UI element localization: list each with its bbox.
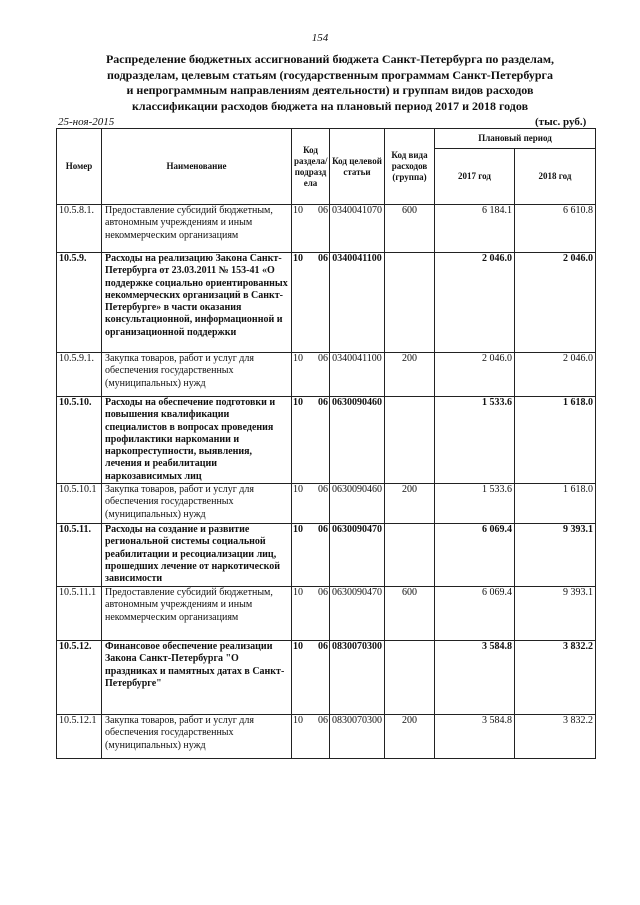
- units-label: (тыс. руб.): [535, 116, 587, 128]
- row-subsection-code: 06: [310, 587, 330, 641]
- row-subsection-code: 06: [310, 641, 330, 715]
- header-year-2018: 2018 год: [515, 149, 596, 205]
- row-subsection-code: 06: [310, 715, 330, 759]
- row-value-2017: 1 533.6: [435, 397, 515, 484]
- row-expense-type-code: [385, 641, 435, 715]
- row-section-code: 10: [292, 484, 310, 524]
- row-number: 10.5.11.: [57, 524, 102, 587]
- row-target-code: 0830070300: [330, 715, 385, 759]
- header-planning-period: Плановый период: [435, 129, 596, 149]
- document-title: [70, 52, 590, 114]
- table-row: [57, 484, 596, 524]
- row-value-2018: 9 393.1: [515, 587, 596, 641]
- table-row: [57, 524, 596, 587]
- row-name: Закупка товаров, работ и услуг для обеспечения государственных (муниципальных) нужд: [102, 715, 292, 759]
- row-subsection-code: 06: [310, 484, 330, 524]
- row-section-code: 10: [292, 715, 310, 759]
- row-name: Закупка товаров, работ и услуг для обеспечения государственных (муниципальных) нужд: [102, 484, 292, 524]
- row-name: Предоставление субсидий бюджетным, автономным учреждениям и иным некоммерческим организациям: [102, 587, 292, 641]
- row-name: Расходы на реализацию Закона Санкт-Петербурга от 23.03.2011 № 153-41 «О поддержке социально ориентированных некоммерческих организаций в Санкт-Петербурге» в части оказания консультационной, информационной и организационной поддержки: [102, 253, 292, 353]
- header-number: Номер: [57, 129, 102, 205]
- table-row: [57, 397, 596, 484]
- row-target-code: 0630090470: [330, 524, 385, 587]
- row-subsection-code: 06: [310, 253, 330, 353]
- row-value-2018: 9 393.1: [515, 524, 596, 587]
- row-expense-type-code: [385, 397, 435, 484]
- row-expense-type-code: 200: [385, 484, 435, 524]
- row-target-code: 0630090470: [330, 587, 385, 641]
- row-subsection-code: 06: [310, 353, 330, 397]
- row-value-2017: 6 069.4: [435, 524, 515, 587]
- row-value-2018: 1 618.0: [515, 397, 596, 484]
- row-value-2017: 6 069.4: [435, 587, 515, 641]
- row-expense-type-code: 600: [385, 587, 435, 641]
- row-target-code: 0630090460: [330, 484, 385, 524]
- row-value-2018: 1 618.0: [515, 484, 596, 524]
- row-target-code: 0630090460: [330, 397, 385, 484]
- row-name: Расходы на обеспечение подготовки и повышения квалификации специалистов в вопросах проведения профилактики наркомании и наркопреступности, выявления, лечения и реабилитации наркозависимых лиц: [102, 397, 292, 484]
- row-number: 10.5.9.1.: [57, 353, 102, 397]
- title-line: классификации расходов бюджета на плановый период 2017 и 2018 годов: [131, 98, 529, 113]
- row-section-code: 10: [292, 524, 310, 587]
- row-number: 10.5.10.: [57, 397, 102, 484]
- row-value-2017: 1 533.6: [435, 484, 515, 524]
- row-section-code: 10: [292, 253, 310, 353]
- row-number: 10.5.9.: [57, 253, 102, 353]
- row-section-code: 10: [292, 641, 310, 715]
- row-expense-type-code: 200: [385, 715, 435, 759]
- document-date: 25-ноя-2015: [58, 116, 115, 128]
- row-value-2018: 2 046.0: [515, 253, 596, 353]
- table-row: [57, 641, 596, 715]
- row-subsection-code: 06: [310, 397, 330, 484]
- row-section-code: 10: [292, 587, 310, 641]
- row-target-code: 0830070300: [330, 641, 385, 715]
- row-name: Закупка товаров, работ и услуг для обеспечения государственных (муниципальных) нужд: [102, 353, 292, 397]
- table-row: [57, 353, 596, 397]
- row-value-2017: 3 584.8: [435, 641, 515, 715]
- row-subsection-code: 06: [310, 524, 330, 587]
- table-row: [57, 587, 596, 641]
- title-line: Распределение бюджетных ассигнований бюджета Санкт-Петербурга по разделам,: [105, 52, 555, 66]
- row-target-code: 0340041100: [330, 353, 385, 397]
- table-row: [57, 253, 596, 353]
- header-year-2017: 2017 год: [435, 149, 515, 205]
- row-expense-type-code: 200: [385, 353, 435, 397]
- row-value-2017: 3 584.8: [435, 715, 515, 759]
- row-section-code: 10: [292, 397, 310, 484]
- row-expense-type-code: [385, 524, 435, 587]
- title-line: подразделам, целевым статьям (государственным программам Санкт-Петербурга: [107, 67, 553, 82]
- row-section-code: 10: [292, 205, 310, 253]
- page-number: 154: [311, 32, 329, 44]
- header-name: Наименование: [102, 129, 292, 205]
- row-section-code: 10: [292, 353, 310, 397]
- row-value-2017: 6 184.1: [435, 205, 515, 253]
- row-value-2017: 2 046.0: [435, 353, 515, 397]
- row-target-code: 0340041100: [330, 253, 385, 353]
- row-value-2018: 3 832.2: [515, 715, 596, 759]
- row-value-2018: 3 832.2: [515, 641, 596, 715]
- row-number: 10.5.10.1: [57, 484, 102, 524]
- table-row: [57, 715, 596, 759]
- row-number: 10.5.12.1: [57, 715, 102, 759]
- header-section-code: Код раздела/ подразд ела: [292, 129, 330, 205]
- row-name: Финансовое обеспечение реализации Закона Санкт-Петербурга "О праздниках и памятных датах в Санкт-Петербурге": [102, 641, 292, 715]
- row-expense-type-code: [385, 253, 435, 353]
- budget-table: [56, 128, 596, 759]
- table-row: [57, 205, 596, 253]
- header-target-code: Код целевой статьи: [330, 129, 385, 205]
- header-expense-type-code: Код вида расходов (группа): [385, 129, 435, 205]
- row-number: 10.5.11.1: [57, 587, 102, 641]
- row-name: Предоставление субсидий бюджетным, автономным учреждениям и иным некоммерческим организациям: [102, 205, 292, 253]
- row-target-code: 0340041070: [330, 205, 385, 253]
- row-expense-type-code: 600: [385, 205, 435, 253]
- row-value-2018: 2 046.0: [515, 353, 596, 397]
- row-value-2017: 2 046.0: [435, 253, 515, 353]
- row-value-2018: 6 610.8: [515, 205, 596, 253]
- row-number: 10.5.12.: [57, 641, 102, 715]
- title-line: и непрограммным направлениям деятельности) и группам видов расходов: [126, 83, 534, 97]
- row-number: 10.5.8.1.: [57, 205, 102, 253]
- row-name: Расходы на создание и развитие региональной системы социальной реабилитации и ресоциализации лиц, прошедших лечение от наркотической зависимости: [102, 524, 292, 587]
- row-subsection-code: 06: [310, 205, 330, 253]
